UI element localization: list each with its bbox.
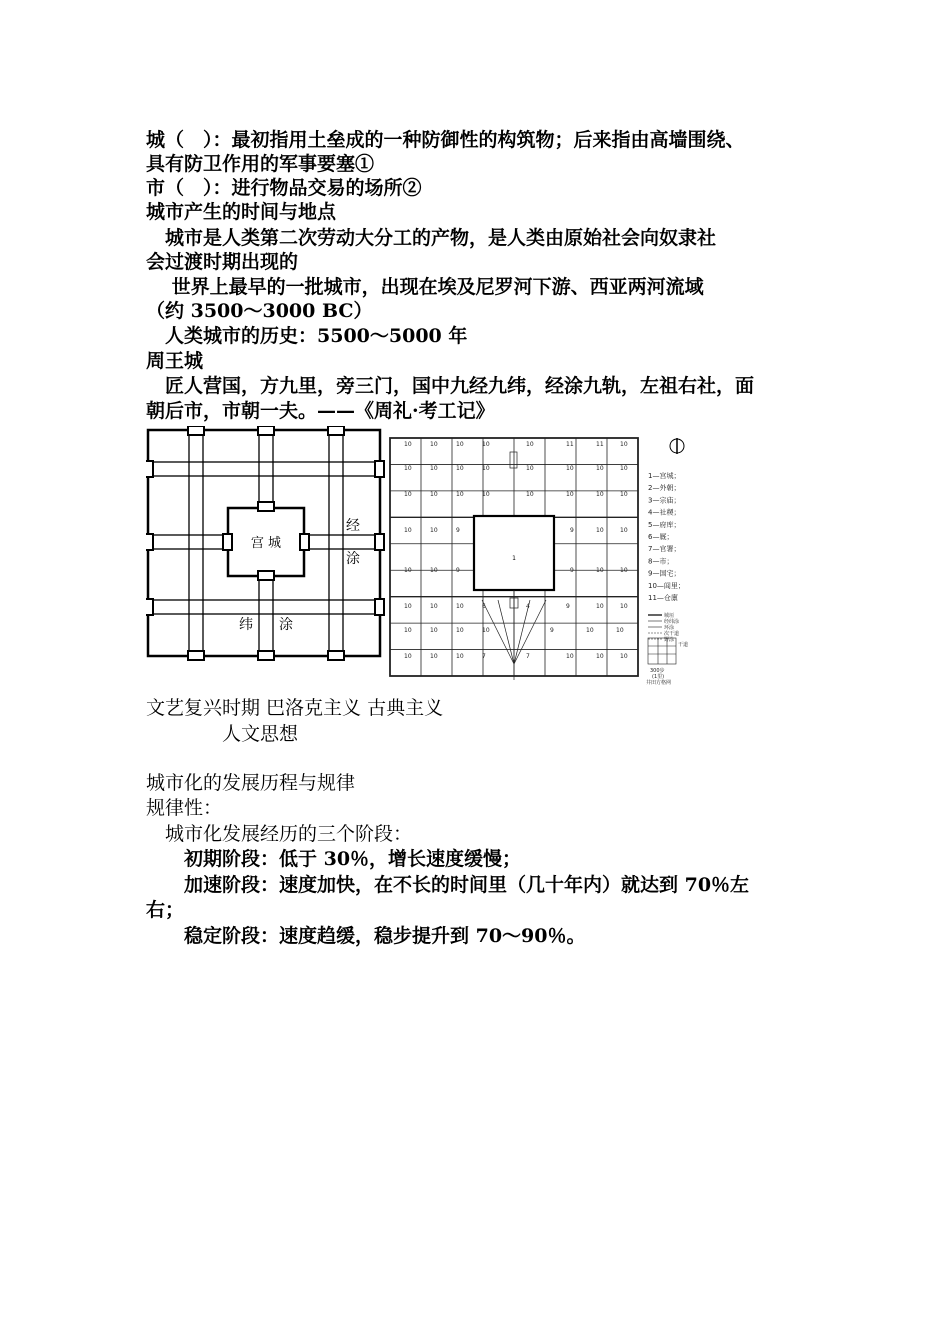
grid-number: 10 [596, 465, 604, 472]
paragraph-line: 人类城市的历史：5500～5000 年 [146, 325, 468, 347]
paragraph-line: 加速阶段：速度加快，在不长的时间里（几十年内）就达到 70％左 [146, 874, 750, 896]
grid-number: 10 [596, 491, 604, 498]
line-legend-item: 环涂 [664, 625, 675, 631]
legend-item: 5—府库； [648, 520, 681, 529]
grid-number: 10 [404, 653, 412, 660]
grid-number: 10 [430, 567, 438, 574]
legend-item: 11—仓廪 [648, 594, 678, 602]
paragraph-line: 匠人营国，方九里，旁三门，国中九经九纬，经涂九轨，左祖右社，面 [146, 375, 755, 397]
legend-item: 1—宫城； [648, 472, 681, 480]
grid-number: 10 [430, 441, 438, 448]
zhou-wangcheng-schematic [146, 426, 386, 662]
grid-number: 9 [456, 527, 460, 534]
grid-number: 10 [596, 603, 604, 610]
grid-number: 10 [456, 441, 464, 448]
paragraph-line: 规律性： [146, 797, 223, 819]
grid-number: 10 [482, 491, 490, 498]
line-legend-item: 次干道 [664, 631, 680, 637]
grid-number: 10 [566, 491, 574, 498]
line-legend-item: 城垣 [664, 613, 675, 619]
grid-number: 6 [482, 603, 486, 610]
grid-number: 10 [526, 491, 534, 498]
paragraph-line: 人文思想 [146, 723, 299, 745]
grid-number: 10 [620, 491, 628, 498]
paragraph-line: 城市化发展经历的三个阶段： [146, 823, 413, 845]
line-legend-item: 野涂 [664, 637, 675, 643]
paragraph-line: 文艺复兴时期 巴洛克主义 古典主义 [146, 697, 444, 719]
grid-number: 10 [404, 465, 412, 472]
grid-number: 10 [596, 567, 604, 574]
grid-number: 10 [404, 627, 412, 634]
legend-item: 6—厩； [648, 533, 674, 541]
grid-number: 10 [566, 653, 574, 660]
grid-number: 7 [482, 653, 486, 660]
legend-item: 10—闾里； [648, 581, 685, 590]
grid-number: 10 [404, 527, 412, 534]
section-heading: 城市产生的时间与地点 [146, 201, 337, 223]
grid-number: 10 [620, 567, 628, 574]
grid-number: 10 [526, 465, 534, 472]
grid-number: 9 [456, 567, 460, 574]
grid-number: 10 [616, 627, 624, 634]
grid-number: 10 [566, 465, 574, 472]
paragraph-line: 市（ ）：进行物品交易的场所② [146, 177, 422, 199]
jing-label: 经 [346, 518, 360, 534]
grid-number: 10 [482, 627, 490, 634]
scale-label: 井田方格网 [646, 680, 672, 686]
grid-number: 7 [526, 653, 530, 660]
grid-number: 10 [620, 441, 628, 448]
grid-number: 10 [482, 465, 490, 472]
scale-label: 300步 [650, 668, 665, 674]
legend-item: 3—宗庙； [648, 496, 681, 505]
palace-number: 1 [512, 555, 516, 562]
grid-number: 10 [620, 465, 628, 472]
grid-number: 9 [570, 527, 574, 534]
grid-number: 10 [456, 465, 464, 472]
grid-number: 10 [430, 491, 438, 498]
wangcheng-grid-plan [386, 432, 696, 692]
grid-number: 10 [430, 527, 438, 534]
paragraph-line: 右； [146, 899, 185, 921]
paragraph-line: 朝后市，市朝一夫。——《周礼·考工记》 [146, 400, 495, 422]
grid-number: 10 [456, 653, 464, 660]
section-heading: 城市化的发展历程与规律 [146, 772, 356, 794]
grid-number: 10 [620, 527, 628, 534]
paragraph-line: 城（ ）：最初指用土垒成的一种防御性的构筑物；后来指由高墙围绕、 [146, 129, 745, 151]
line-legend [648, 612, 679, 643]
grid-number: 10 [430, 603, 438, 610]
tu-label: 涂 [279, 617, 293, 633]
legend-item: 9—国宅； [648, 569, 681, 578]
paragraph-line: 城市是人类第二次劳动大分工的产物，是人类由原始社会向奴隶社 [146, 227, 717, 249]
line-legend-item: 经纬涂 [664, 619, 680, 625]
wei-label: 纬 [239, 617, 253, 633]
north-arrow-icon [670, 438, 684, 454]
legend-item: 4—社稷； [648, 508, 681, 517]
grid-number: 10 [404, 603, 412, 610]
legend-item: 7—官署； [648, 545, 681, 554]
plan-legend [648, 471, 685, 602]
paragraph-line: 世界上最早的一批城市，出现在埃及尼罗河下游、西亚两河流域 [146, 276, 704, 298]
grid-number: 10 [526, 441, 534, 448]
grid-number: 11 [566, 441, 574, 448]
grid-number: 4 [526, 603, 530, 610]
grid-number: 10 [430, 653, 438, 660]
grid-number: 10 [430, 627, 438, 634]
palace-label: 宫 城 [250, 536, 282, 551]
grid-number: 10 [482, 441, 490, 448]
grid-number: 10 [596, 653, 604, 660]
grid-number: 10 [404, 567, 412, 574]
grid-number: 10 [586, 627, 594, 634]
grid-number: 11 [596, 441, 604, 448]
section-heading: 周王城 [146, 350, 204, 372]
paragraph-line: 稳定阶段：速度趋缓，稳步提升到 70～90％。 [146, 925, 586, 947]
grid-number: 10 [620, 603, 628, 610]
scale-label: (1里) [652, 674, 665, 680]
legend-item: 8—市； [648, 557, 674, 566]
grid-number: 10 [430, 465, 438, 472]
grid-number: 9 [570, 567, 574, 574]
paragraph-line: 具有防卫作用的军事要塞① [146, 153, 375, 175]
grid-number: 9 [550, 627, 554, 634]
grid-number: 9 [566, 603, 570, 610]
paragraph-line: 初期阶段：低于 30％，增长速度缓慢； [146, 848, 522, 870]
grid-number: 10 [404, 441, 412, 448]
scale-label: 干道 [678, 642, 689, 648]
tu-label: 涂 [346, 551, 360, 567]
legend-item: 2—外朝； [648, 484, 681, 493]
grid-number: 10 [620, 653, 628, 660]
grid-number: 10 [456, 491, 464, 498]
grid-number: 10 [596, 527, 604, 534]
paragraph-line: （约 3500～3000 BC） [146, 300, 373, 322]
paragraph-line: 会过渡时期出现的 [146, 251, 299, 273]
grid-number: 10 [456, 627, 464, 634]
grid-number: 10 [404, 491, 412, 498]
grid-number: 10 [456, 603, 464, 610]
